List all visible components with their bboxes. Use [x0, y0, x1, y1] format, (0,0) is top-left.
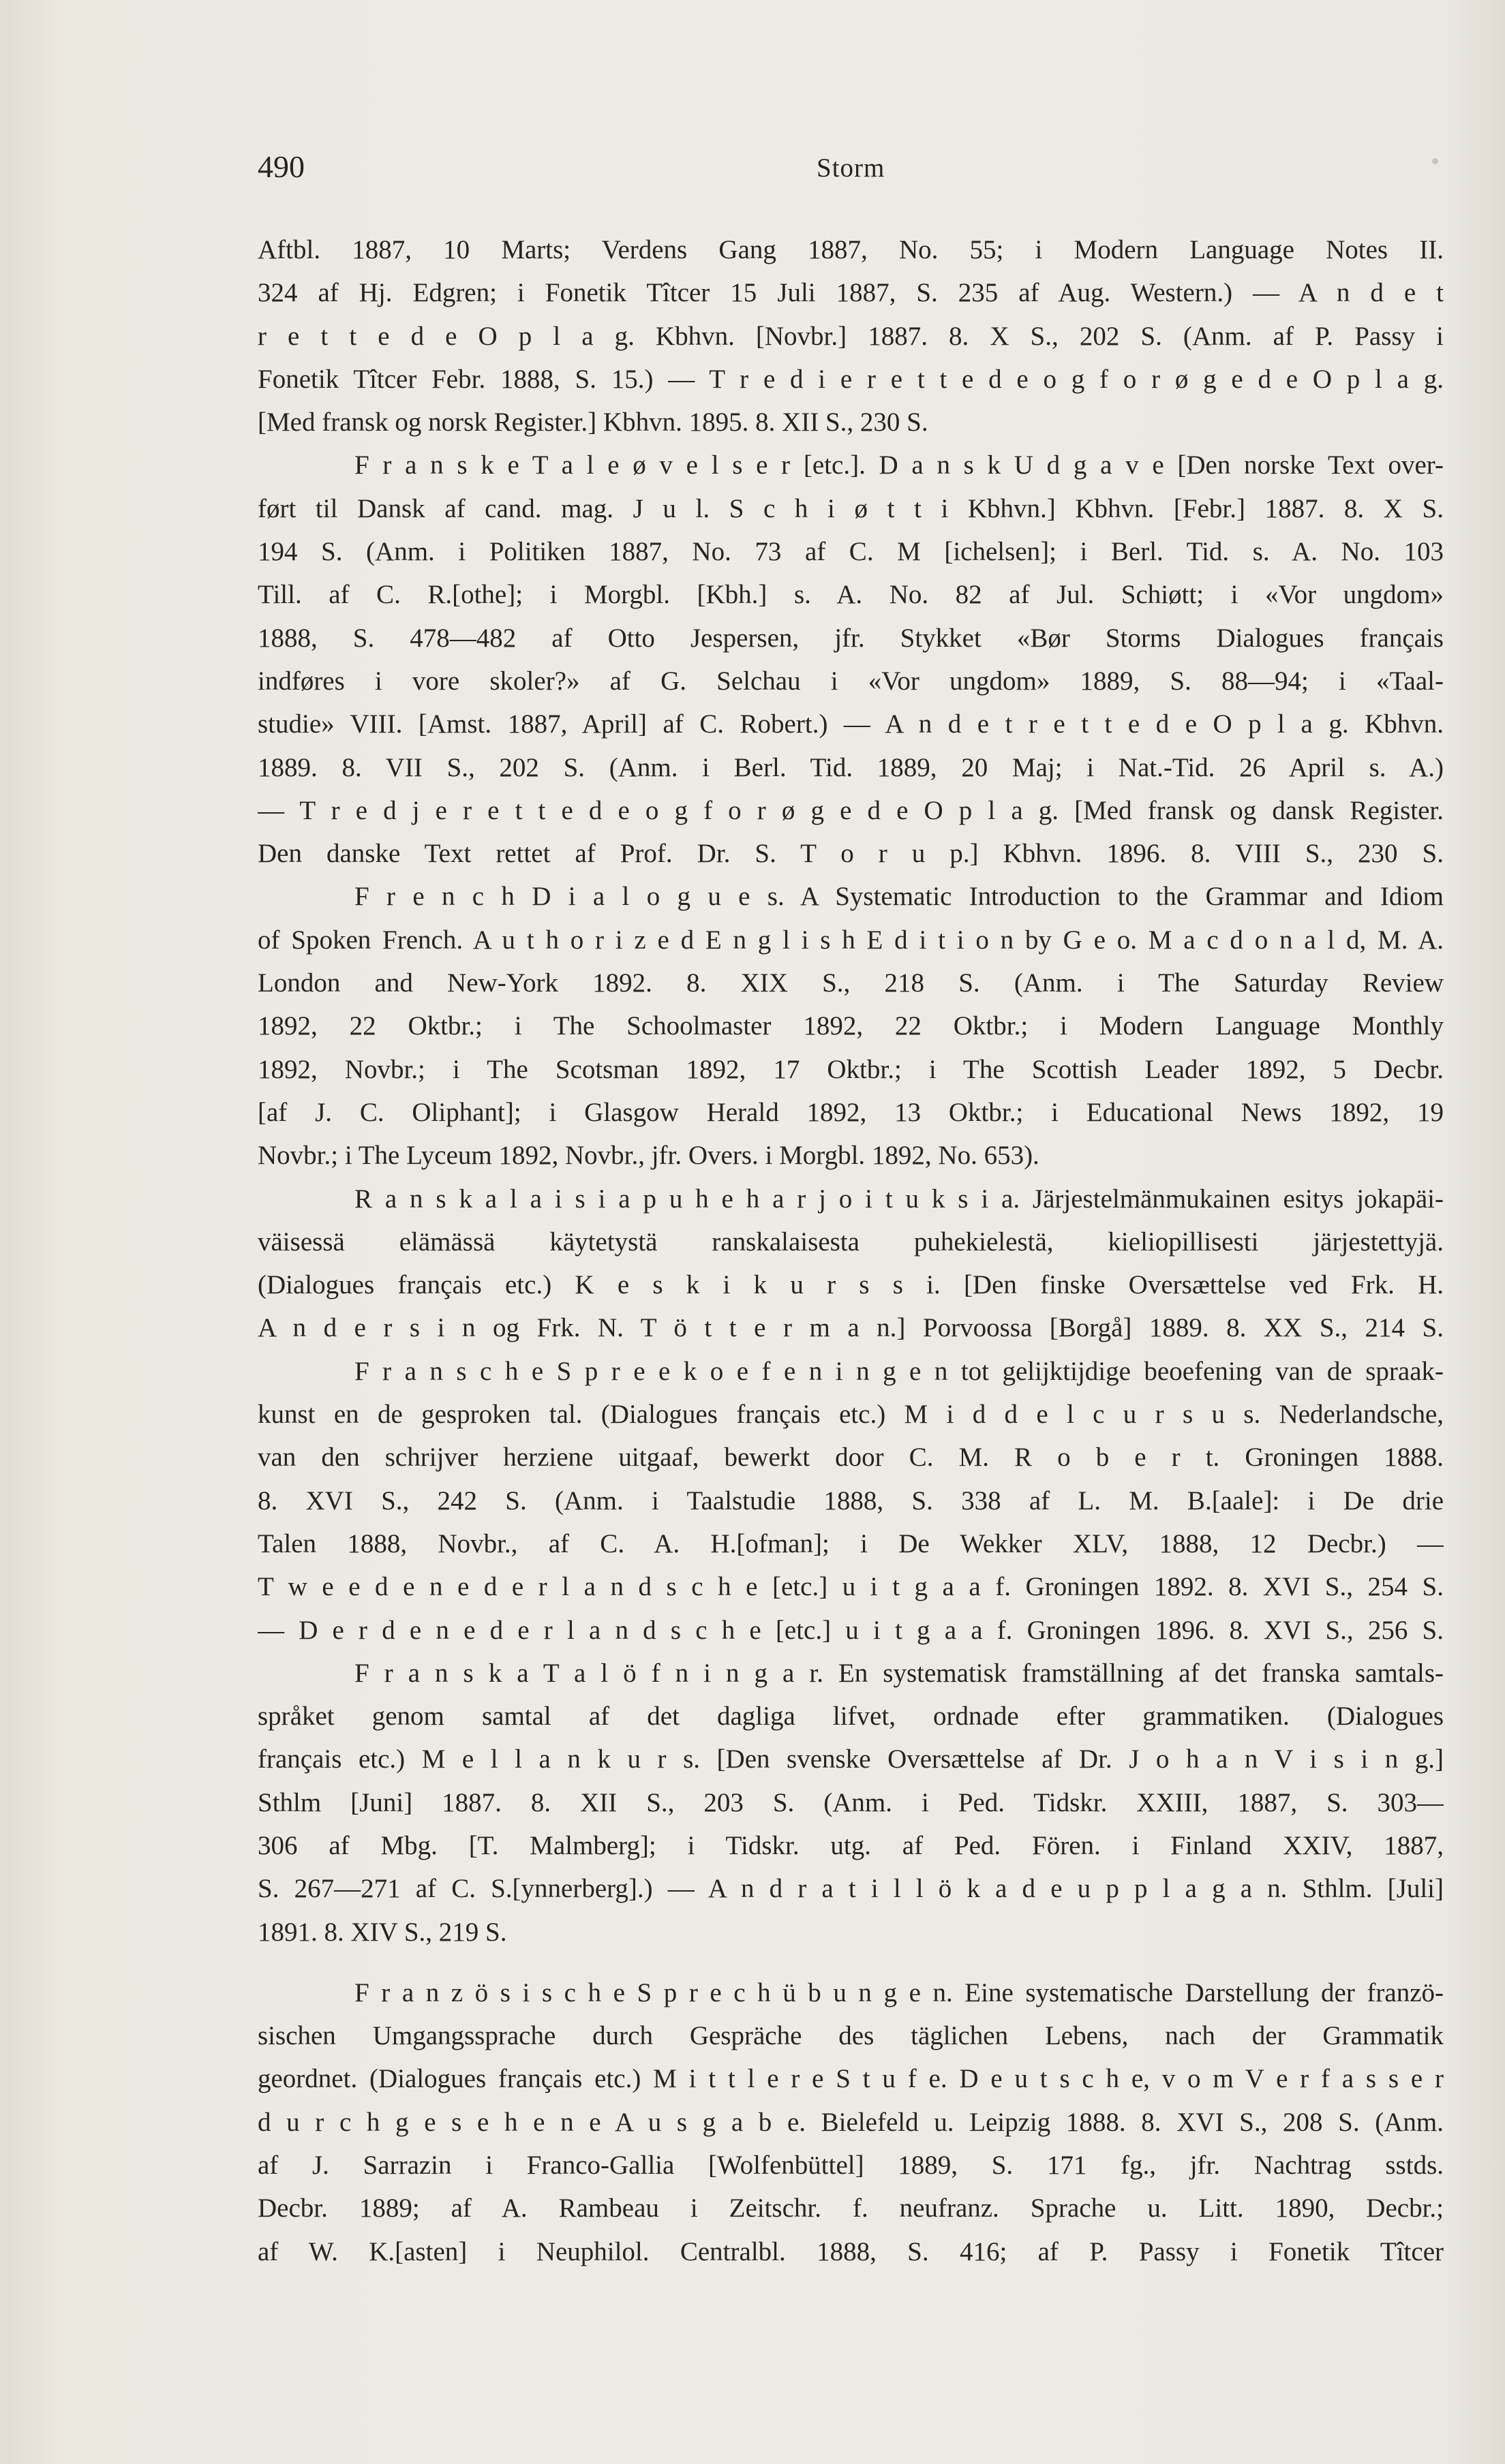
text-line: studie» VIII. [Amst. 1887, April] af C. Robert.) — A n d e t r e t t e d e O p l a g. Kbhvn.	[258, 709, 1444, 739]
text-line: indføres i vore skoler?» af G. Selchau i «Vor ungdom» 1889, S. 88—94; i «Taal-	[258, 666, 1444, 696]
text-line: F r a n s k e T a l e ø v e l s e r [etc.]. D a n s k U d g a v e [Den norske Text over-	[354, 450, 1444, 480]
text-line: ført til Dansk af cand. mag. J u l. S c h i ø t t i Kbhvn.] Kbhvn. [Febr.] 1887. 8. X S.	[258, 493, 1444, 523]
text-line: Talen 1888, Novbr., af C. A. H.[ofman]; i De Wekker XLV, 1888, 12 Decbr.) —	[258, 1528, 1444, 1558]
text-line: F r e n c h D i a l o g u e s. A Systematic Introduction to the Grammar and Idiom	[354, 882, 1444, 912]
text-line: 306 af Mbg. [T. Malmberg]; i Tidskr. utg. af Ped. Fören. i Finland XXIV, 1887,	[258, 1830, 1444, 1860]
text-line: — D e r d e n e d e r l a n d s c h e [etc.] u i t g a a f. Groningen 1896. 8. XVI S., 256 S.	[258, 1615, 1444, 1645]
text-line: Aftbl. 1887, 10 Marts; Verdens Gang 1887, No. 55; i Modern Language Notes II.	[258, 235, 1444, 264]
text-line: sischen Umgangssprache durch Gespräche des täglichen Lebens, nach der Grammatik	[258, 2021, 1444, 2051]
text-line: d u r c h g e s e h e n e A u s g a b e. Bielefeld u. Leipzig 1888. 8. XVI S., 208 S. (Anm.	[258, 2107, 1444, 2137]
text-line: Till. af C. R.[othe]; i Morgbl. [Kbh.] s. A. No. 82 af Jul. Schiøtt; i «Vor ungdom»	[258, 580, 1444, 610]
text-line: 1889. 8. VII S., 202 S. (Anm. i Berl. Tid. 1889, 20 Maj; i Nat.-Tid. 26 April s. A.)	[258, 752, 1444, 782]
text-line: [af J. C. Oliphant]; i Glasgow Herald 1892, 13 Oktbr.; i Educational News 1892, 19	[258, 1097, 1444, 1127]
text-line: af W. K.[asten] i Neuphilol. Centralbl. 1888, S. 416; af P. Passy i Fonetik Tîtcer	[258, 2236, 1444, 2266]
text-line: A n d e r s i n og Frk. N. T ö t t e r m a n.] Porvoossa [Borgå] 1889. 8. XX S., 214 S.	[258, 1313, 1444, 1343]
text-line: r e t t e d e O p l a g. Kbhvn. [Novbr.] 1887. 8. X S., 202 S. (Anm. af P. Passy i	[258, 321, 1444, 351]
text-line: kunst en de gesproken tal. (Dialogues français etc.) M i d d e l c u r s u s. Nederlandsche,	[258, 1400, 1444, 1430]
text-line: — T r e d j e r e t t e d e o g f o r ø g e d e O p l a g. [Med fransk og dansk Register.	[258, 795, 1444, 825]
text-line: 1892, Novbr.; i The Scotsman 1892, 17 Oktbr.; i The Scottish Leader 1892, 5 Decbr.	[258, 1054, 1444, 1084]
text-line: of Spoken French. A u t h o r i z e d E n g l i s h E d i t i o n by G e o. M a c d o n a l d, M. A.	[258, 925, 1444, 955]
text-line: Sthlm [Juni] 1887. 8. XII S., 203 S. (Anm. i Ped. Tidskr. XXIII, 1887, S. 303—	[258, 1787, 1444, 1817]
text-line: språket genom samtal af det dagliga lifvet, ordnade efter grammatiken. (Dialogues	[258, 1701, 1444, 1731]
text-line: français etc.) M e l l a n k u r s. [Den svenske Oversættelse af Dr. J o h a n V i s i n g.]	[258, 1744, 1444, 1774]
text-line: 1892, 22 Oktbr.; i The Schoolmaster 1892, 22 Oktbr.; i Modern Language Monthly	[258, 1011, 1444, 1041]
text-line: T w e e d e n e d e r l a n d s c h e [etc.] u i t g a a f. Groningen 1892. 8. XVI S., 254 S.	[258, 1572, 1444, 1602]
text-line: F r a n s c h e S p r e e k o e f e n i n g e n tot gelijktijdige beoefening van de spraak-	[354, 1356, 1444, 1386]
text-line: af J. Sarrazin i Franco-Gallia [Wolfenbüttel] 1889, S. 171 fg., jfr. Nachtrag sstds.	[258, 2151, 1444, 2181]
page-number: 490	[258, 149, 305, 184]
text-line: 1888, S. 478—482 af Otto Jespersen, jfr. Stykket «Bør Storms Dialogues français	[258, 623, 1444, 653]
text-line: [Med fransk og norsk Register.] Kbhvn. 1895. 8. XII S., 230 S.	[258, 407, 928, 437]
text-line: 194 S. (Anm. i Politiken 1887, No. 73 af C. M [ichelsen]; i Berl. Tid. s. A. No. 103	[258, 537, 1444, 567]
text-line: Novbr.; i The Lyceum 1892, Novbr., jfr. Overs. i Morgbl. 1892, No. 653).	[258, 1141, 1039, 1171]
running-head: Storm	[817, 153, 885, 183]
text-line: F r a n z ö s i s c h e S p r e c h ü b u n g e n. Eine systematische Darstellung der franzö-	[354, 1977, 1444, 2007]
body-text	[258, 228, 1444, 2273]
page-header	[258, 149, 1444, 192]
text-line: (Dialogues français etc.) K e s k i k u r s s i. [Den finske Oversættelse ved Frk. H.	[258, 1270, 1444, 1300]
text-line: Fonetik Tîtcer Febr. 1888, S. 15.) — T r e d i e r e t t e d e o g f o r ø g e d e O p l a g.	[258, 364, 1444, 394]
speck-mark	[1432, 158, 1438, 164]
text-line: Den danske Text rettet af Prof. Dr. S. T o r u p.] Kbhvn. 1896. 8. VIII S., 230 S.	[258, 839, 1444, 869]
text-line: S. 267—271 af C. S.[ynnerberg].) — A n d r a t i l l ö k a d e u p p l a g a n. Sthlm. [Juli]	[258, 1874, 1444, 1904]
text-line: van den schrijver herziene uitgaaf, bewerkt door C. M. R o b e r t. Groningen 1888.	[258, 1443, 1444, 1473]
text-line: F r a n s k a T a l ö f n i n g a r. En systematisk framställning af det franska samtals-	[354, 1658, 1444, 1688]
text-line: R a n s k a l a i s i a p u h e h a r j o i t u k s i a. Järjestelmänmukainen esitys jokapäi-	[354, 1184, 1444, 1214]
text-line: väisessä elämässä käytetystä ranskalaisesta puhekielestä, kieliopillisesti järjestettyjä.	[258, 1227, 1444, 1257]
text-line: 1891. 8. XIV S., 219 S.	[258, 1917, 507, 1947]
text-line: geordnet. (Dialogues français etc.) M i t t l e r e S t u f e. D e u t s c h e, v o m V e r f a s s e r	[258, 2064, 1444, 2094]
text-line: Decbr. 1889; af A. Rambeau i Zeitschr. f. neufranz. Sprache u. Litt. 1890, Decbr.;	[258, 2193, 1444, 2223]
text-line: 324 af Hj. Edgren; i Fonetik Tîtcer 15 Juli 1887, S. 235 af Aug. Western.) — A n d e t	[258, 278, 1444, 308]
text-line: London and New-York 1892. 8. XIX S., 218 S. (Anm. i The Saturday Review	[258, 968, 1444, 998]
text-line: 8. XVI S., 242 S. (Anm. i Taalstudie 1888, S. 338 af L. M. B.[aale]: i De drie	[258, 1485, 1444, 1515]
